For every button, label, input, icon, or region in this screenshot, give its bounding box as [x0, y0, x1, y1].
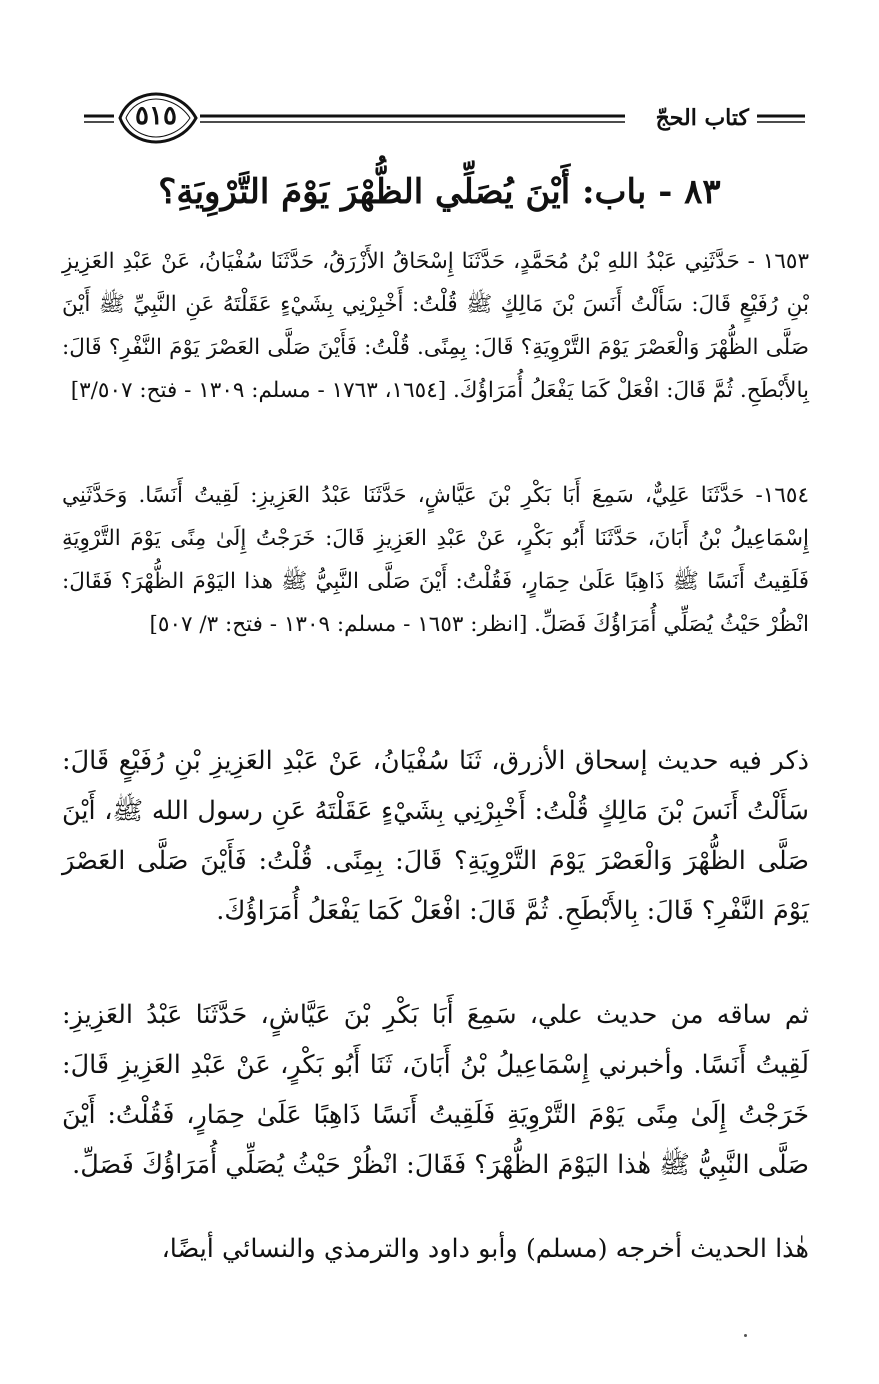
- print-speck: [744, 1334, 747, 1337]
- commentary-paragraph-3: هٰذا الحديث أخرجه (مسلم) وأبو داود والترمذي والنسائي أيضًا،: [161, 1234, 809, 1264]
- running-header: [0, 88, 879, 148]
- page-number: ٥١٥: [135, 101, 177, 131]
- book-title: كتاب الحجّ: [655, 105, 749, 131]
- hadith-1654: ١٦٥٤- حَدَّثَنَا عَلِيٌّ، سَمِعَ أَبَا بَكْرِ بْنَ عَيَّاشٍ، حَدَّثَنَا عَبْدُ العَزِيزِ: لَقِيتُ أَنَسًا. وَحَدَّثَنِي إِسْمَاعِيلُ بْنُ أَبَانَ، حَدَّثَنَا أَبُو بَكْرٍ، عَنْ عَبْدِ العَزِيزِ قَالَ: خَرَجْتُ إِلَىٰ مِنًى يَوْمَ التَّرْوِيَةِ فَلَقِيتُ أَنَسًا ﷺ ذَاهِبًا عَلَىٰ حِمَارٍ، فَقُلْتُ: أَيْنَ صَلَّى النَّبِيُّ ﷺ هذا اليَوْمَ الظُّهْرَ؟ فَقَالَ: انْظُرْ حَيْثُ يُصَلِّي أُمَرَاؤُكَ فَصَلِّ. [انظر: ١٦٥٣ - مسلم: ١٣٠٩ - فتح: ٣/ ٥٠٧]: [62, 483, 809, 637]
- commentary-paragraph-1: ذكر فيه حديث إسحاق الأزرق، ثَنَا سُفْيَانُ، عَنْ عَبْدِ العَزِيزِ بْنِ رُفَيْعٍ قَالَ: سَأَلْتُ أَنَسَ بْنَ مَالِكٍ قُلْتُ: أَخْبِرْنِي بِشَيْءٍ عَقَلْتَهُ عَنِ رسول الله ﷺ، أَيْنَ صَلَّى الظُّهْرَ وَالْعَصْرَ يَوْمَ التَّرْوِيَةِ؟ قَالَ: بِمِنًى. قُلْتُ: فَأَيْنَ صَلَّى العَصْرَ يَوْمَ النَّفْرِ؟ قَالَ: بِالأَبْطَحِ. ثُمَّ قَالَ: افْعَلْ كَمَا يَفْعَلُ أُمَرَاؤُكَ.: [62, 746, 809, 926]
- hadith-1653: ١٦٥٣ - حَدَّثَنِي عَبْدُ اللهِ بْنُ مُحَمَّدٍ، حَدَّثَنَا إِسْحَاقُ الأَزْرَقُ، حَدَّثَنَا سُفْيَانُ، عَنْ عَبْدِ العَزِيزِ بْنِ رُفَيْعٍ قَالَ: سَأَلْتُ أَنَسَ بْنَ مَالِكٍ ﷺ قُلْتُ: أَخْبِرْنِي بِشَيْءٍ عَقَلْتَهُ عَنِ النَّبِيِّ ﷺ أَيْنَ صَلَّى الظُّهْرَ وَالْعَصْرَ يَوْمَ التَّرْوِيَةِ؟ قَالَ: بِمِنًى. قُلْتُ: فَأَيْنَ صَلَّى العَصْرَ يَوْمَ النَّفْرِ؟ قَالَ: بِالأَبْطَحِ. ثُمَّ قَالَ: افْعَلْ كَمَا يَفْعَلُ أُمَرَاؤُكَ. [١٦٥٤، ١٧٦٣ - مسلم: ١٣٠٩ - فتح: ٣/٥٠٧]: [62, 249, 809, 403]
- commentary-paragraph-2: ثم ساقه من حديث علي، سَمِعَ أَبَا بَكْرِ بْنَ عَيَّاشٍ، حَدَّثَنَا عَبْدُ العَزِيزِ: لَقِيتُ أَنَسًا. وأخبرني إِسْمَاعِيلُ بْنُ أَبَانَ، ثَنَا أَبُو بَكْرٍ، عَنْ عَبْدِ العَزِيزِ قَالَ: خَرَجْتُ إِلَىٰ مِنًى يَوْمَ التَّرْوِيَةِ فَلَقِيتُ أَنَسًا ذَاهِبًا عَلَىٰ حِمَارٍ، فَقُلْتُ: أَيْنَ صَلَّى النَّبِيُّ ﷺ هٰذا اليَوْمَ الظُّهْرَ؟ فَقَالَ: انْظُرْ حَيْثُ يُصَلِّي أُمَرَاؤُكَ فَصَلِّ.: [62, 1000, 809, 1180]
- chapter-title: ٨٣ - باب: أَيْنَ يُصَلِّي الظُّهْرَ يَوْمَ التَّرْوِيَةِ؟: [158, 172, 721, 212]
